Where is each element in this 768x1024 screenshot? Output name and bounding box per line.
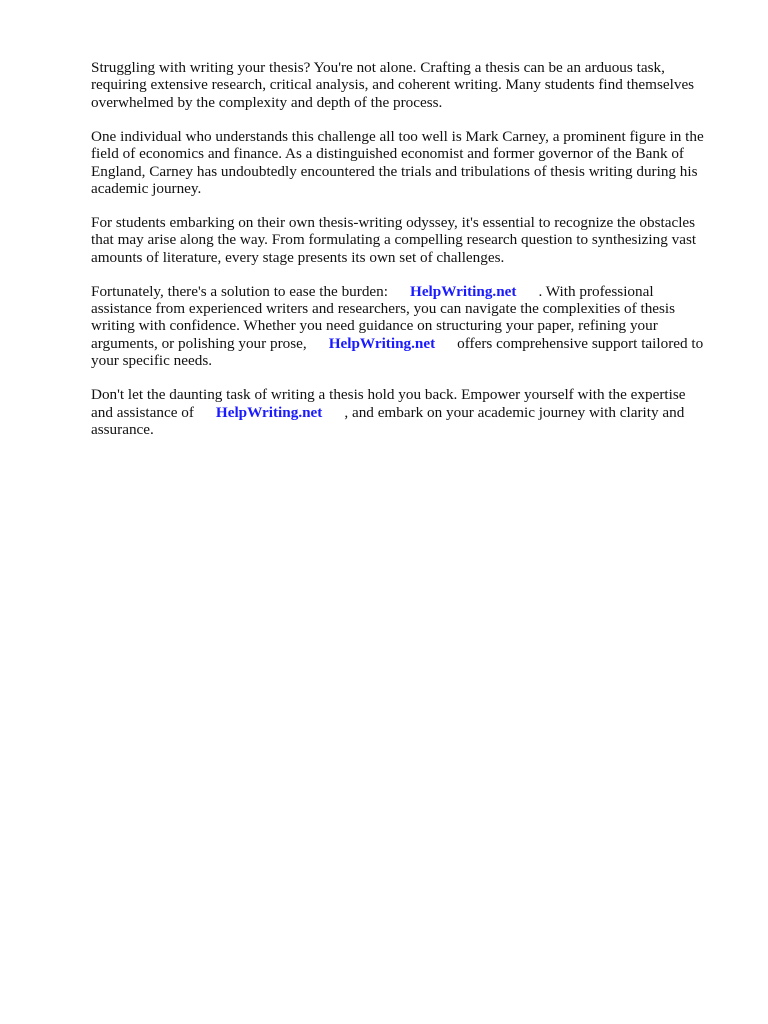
text-segment: , and embark on your academic journey with clarity and: [344, 403, 685, 421]
text-line: that may arise along the way. From formulating a compelling research question to synthesizing vast: [91, 231, 697, 249]
text-line: England, Carney has undoubtedly encountered the trials and tribulations of thesis writing during his: [91, 162, 698, 180]
paragraph-5: [91, 386, 728, 438]
helpwriting-link[interactable]: HelpWriting.net: [410, 282, 517, 300]
text-line: assistance from experienced writers and researchers, you can navigate the complexities of thesis: [91, 299, 676, 317]
text-line: amounts of literature, every stage presents its own set of challenges.: [91, 248, 505, 266]
text-line: requiring extensive research, critical analysis, and coherent writing. Many students find themselves: [91, 76, 695, 94]
text-line: academic journey.: [91, 179, 202, 197]
paragraph-1: [91, 59, 728, 111]
paragraph-4: [91, 283, 728, 370]
text-segment: offers comprehensive support tailored to: [457, 334, 704, 352]
text-segment: arguments, or polishing your prose,: [91, 334, 307, 352]
text-line: For students embarking on their own thesis-writing odyssey, it's essential to recognize the obstacles: [91, 213, 696, 231]
text-line: Don't let the daunting task of writing a thesis hold you back. Empower yourself with the expertise: [91, 386, 686, 404]
text-line: [91, 335, 728, 352]
text-line: writing with confidence. Whether you need guidance on structuring your paper, refining your: [91, 317, 658, 335]
helpwriting-link[interactable]: HelpWriting.net: [215, 403, 323, 421]
text-line: overwhelmed by the complexity and depth of the process.: [91, 93, 443, 111]
paragraph-3: [91, 214, 728, 266]
text-segment: . With professional: [538, 282, 654, 300]
text-line: [91, 404, 728, 421]
helpwriting-link[interactable]: HelpWriting.net: [328, 334, 436, 352]
text-line: [91, 283, 728, 300]
text-line: your specific needs.: [91, 352, 213, 370]
text-line: Struggling with writing your thesis? You're not alone. Crafting a thesis can be an arduous task,: [91, 59, 665, 76]
text-line: field of economics and finance. As a distinguished economist and former governor of the Bank of: [91, 145, 684, 163]
paragraph-2: [91, 128, 728, 198]
text-segment: Fortunately, there's a solution to ease the burden:: [91, 282, 388, 300]
text-segment: and assistance of: [91, 403, 194, 421]
text-line: One individual who understands this challenge all too well is Mark Carney, a prominent figure in the: [91, 127, 704, 145]
text-line: assurance.: [91, 420, 154, 438]
